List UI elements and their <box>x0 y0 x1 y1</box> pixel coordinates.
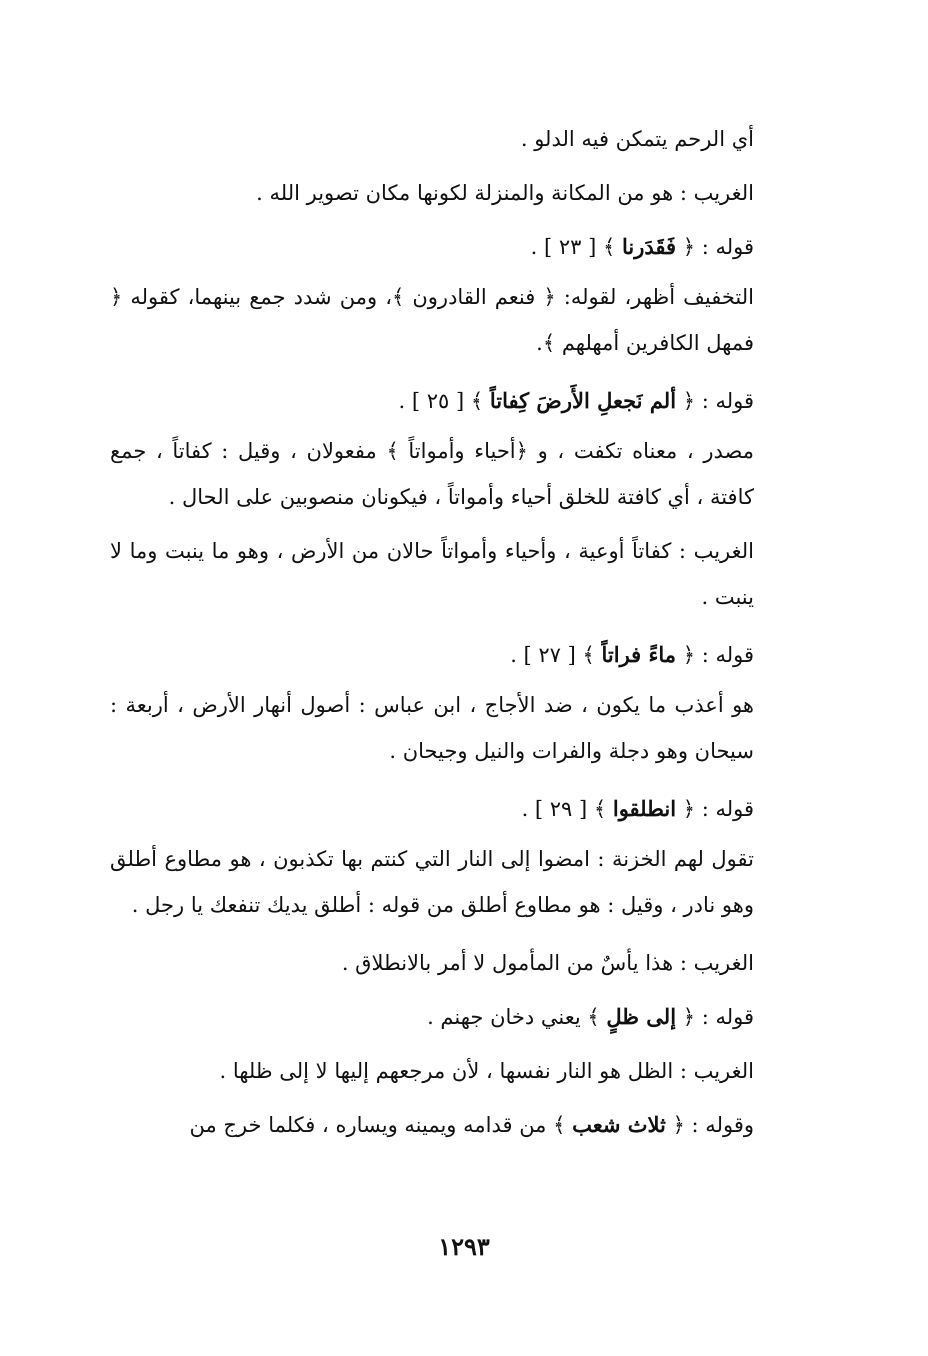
verse-prefix: قوله : ﴿ <box>676 389 754 413</box>
page-number: ١٢٩٣ <box>438 1232 490 1261</box>
verse-line <box>110 628 810 682</box>
verse-suffix: ﴾ [ ٢٧ ] . <box>510 643 602 667</box>
verse-quote: فَقَدَرنا <box>621 234 677 259</box>
text-paragraph: التخفيف أظهر، لقوله: ﴿ فنعم القادرون ﴾، ومن شدد جمع بينهما، كقوله ﴿ فمهل الكافرين أمهلهم ﴾. <box>110 285 754 355</box>
text-line: الغريب : هو من المكانة والمنزلة لكونها مكان تصوير الله . <box>256 181 754 205</box>
text-paragraph: مصدر ، معناه تكفت ، و ﴿أحياء وأمواتاً ﴾ مفعولان ، وقيل : كفاتاً ، جمع كافتة ، أي كافتة للخلق أحياء وأمواتاً ، فيكونان منصوبين على الحال . <box>110 439 754 509</box>
text-paragraph: هو أعذب ما يكون ، ضد الأجاج ، ابن عباس : أصول أنهار الأرض ، أربعة : سيحان وهو دجلة والفرات والنيل وجيحان . <box>110 693 754 763</box>
text-line: الغريب : هذا يأسٌ من المأمول لا أمر بالانطلاق . <box>341 951 754 975</box>
verse-line <box>110 220 810 274</box>
verse-line <box>110 1098 810 1152</box>
verse-line <box>110 782 810 836</box>
verse-suffix: ﴾ [ ٢٩ ] . <box>521 797 613 821</box>
text-line: الغريب : الظل هو النار نفسها ، لأن مرجعهم إليها لا إلى ظلها . <box>219 1059 754 1083</box>
verse-suffix: ﴾ [ ٢٥ ] . <box>398 389 490 413</box>
verse-prefix: قوله : ﴿ <box>676 643 754 667</box>
verse-quote: إلى ظلٍ <box>606 1004 677 1029</box>
verse-line <box>110 374 810 428</box>
verse-quote: ماءً فراتاً <box>601 642 677 667</box>
verse-prefix: قوله : ﴿ <box>676 797 754 821</box>
verse-prefix: قوله : ﴿ <box>676 235 754 259</box>
text-paragraph: تقول لهم الخزنة : امضوا إلى النار التي كنتم بها تكذبون ، هو مطاوع أطلق وهو نادر ، وقيل : هو مطاوع أطلق من قوله : أطلق يديك تنفعك يا رجل . <box>110 847 754 917</box>
verse-quote: ثلاث شعب <box>572 1112 666 1137</box>
verse-quote: انطلقوا <box>612 796 677 821</box>
verse-prefix: قوله : ﴿ <box>676 1005 754 1029</box>
body-text <box>110 112 810 1152</box>
verse-suffix: ﴾ من قدامه ويمينه ويساره ، فكلما خرج من <box>189 1113 573 1137</box>
verse-suffix: ﴾ يعني دخان جهنم . <box>427 1005 607 1029</box>
verse-line <box>110 990 810 1044</box>
verse-prefix: وقوله : ﴿ <box>665 1113 754 1137</box>
verse-suffix: ﴾ [ ٢٣ ] . <box>530 235 622 259</box>
verse-quote: ألم نَجعلِ الأَرضَ كِفاتاً <box>489 388 677 413</box>
text-paragraph: الغريب : كفاتاً أوعية ، وأحياء وأمواتاً حالان من الأرض ، وهو ما ينبت وما لا ينبت . <box>110 539 754 609</box>
text-line: أي الرحم يتمكن فيه الدلو . <box>520 127 754 151</box>
